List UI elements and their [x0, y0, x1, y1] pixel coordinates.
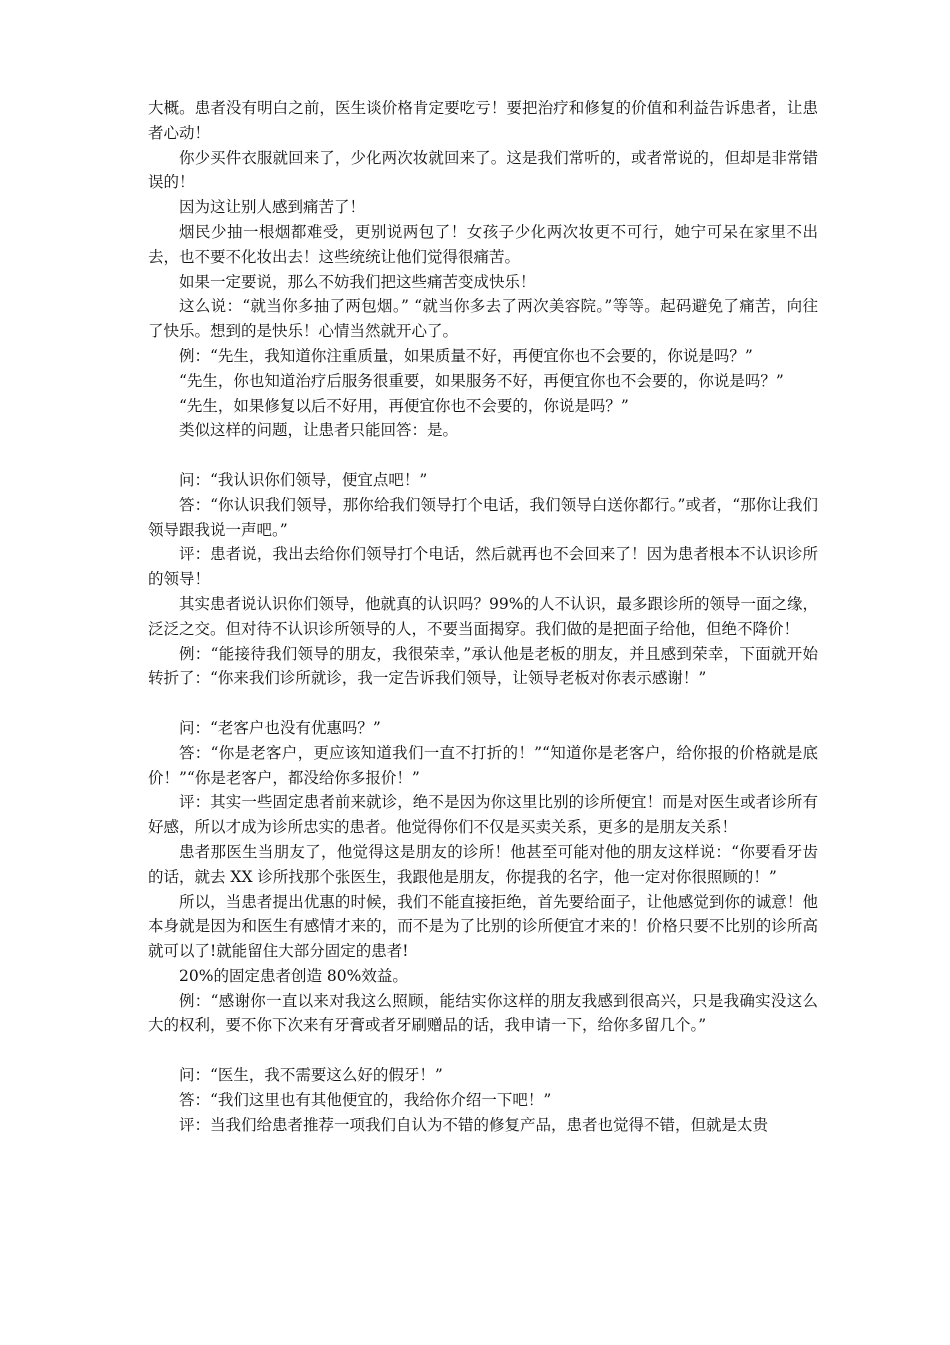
paragraph-8: 其实患者说认识你们领导，他就真的认识吗？99%的人不认识，最多跟诊所的领导一面之缘，泛泛之交。但对待不认识诊所领导的人，不要当面揭穿。我们做的是把面子给他，但绝不降价！: [148, 594, 818, 638]
question-1: 问：“我认识你们领导，便宜点吧！”: [179, 470, 428, 489]
question-2: 问：“老客户也没有优惠吗？”: [179, 718, 381, 737]
example-5: 例：“感谢你一直以来对我这么照顾，能结实你这样的朋友我感到很高兴，只是我确实没这么大的权利，要不你下次来有牙膏或者牙刷赠品的话，我申请一下，给你多留几个。”: [148, 991, 818, 1035]
paragraph-10: 所以，当患者提出优惠的时候，我们不能直接拒绝，首先要给面子，让他感觉到你的诚意！他本身就是因为和医生有感情才来的，而不是为了比别的诊所便宜才来的！价格只要不比别的诊所高就可以了!就能留住大部分固定的患者!: [148, 892, 818, 961]
section-gap: [148, 1038, 818, 1063]
answer-3: 答：“我们这里也有其他便宜的，我给你介绍一下吧！”: [179, 1090, 552, 1109]
example-1: 例：“先生，我知道你注重质量，如果质量不好，再便宜你也不会要的，你说是吗？”: [179, 346, 753, 365]
paragraph-6: 这么说：“就当你多抽了两包烟。” “就当你多去了两次美容院。”等等。起码避免了痛苦，向往了快乐。想到的是快乐！心情当然就开心了。: [148, 297, 818, 341]
comment-3: 评：当我们给患者推荐一项我们自认为不错的修复产品，患者也觉得不错，但就是太贵: [179, 1115, 769, 1134]
example-2: “先生，你也知道治疗后服务很重要，如果服务不好，再便宜你也不会要的，你说是吗？”: [179, 371, 784, 390]
section-gap: [148, 691, 818, 716]
paragraph-11: 20%的固定患者创造 80%效益。: [179, 966, 408, 985]
answer-1: 答：“你认识我们领导，那你给我们领导打个电话，我们领导白送你都行。”或者，“那你让我们领导跟我说一声吧。”: [148, 495, 818, 539]
paragraph-4: 烟民少抽一根烟都难受，更别说两包了！女孩子少化两次妆更不可行，她宁可呆在家里不出去，也不要不化妆出去！这些统统让他们觉得很痛苦。: [148, 222, 818, 266]
paragraph-2: 你少买件衣服就回来了，少化两次妆就回来了。这是我们常听的，或者常说的，但却是非常错误的！: [148, 148, 818, 192]
paragraph-3: 因为这让别人感到痛苦了！: [179, 198, 366, 217]
section-gap: [148, 443, 818, 468]
question-3: 问：“医生，我不需要这么好的假牙！”: [179, 1066, 443, 1085]
document-page: [148, 96, 818, 1137]
paragraph-1: 大概。患者没有明白之前，医生谈价格肯定要吃亏！要把治疗和修复的价值和利益告诉患者，让患者心动！: [148, 99, 818, 142]
example-3: “先生，如果修复以后不好用，再便宜你也不会要的，你说是吗？”: [179, 396, 629, 415]
comment-1: 评：患者说，我出去给你们领导打个电话，然后就再也不会回来了！因为患者根本不认识诊所的领导！: [148, 545, 818, 589]
paragraph-7: 类似这样的问题，让患者只能回答：是。: [179, 421, 459, 440]
paragraph-5: 如果一定要说，那么不妨我们把这些痛苦变成快乐！: [179, 272, 536, 291]
example-4: 例：“能接待我们领导的朋友，我很荣幸，”承认他是老板的朋友，并且感到荣幸，下面就开始转折了：“你来我们诊所就诊，我一定告诉我们领导，让领导老板对你表示感谢！”: [148, 644, 818, 688]
paragraph-9: 患者那医生当朋友了，他觉得这是朋友的诊所！他甚至可能对他的朋友这样说：“你要看牙齿的话，就去 XX 诊所找那个张医生，我跟他是朋友，你提我的名字，他一定对你很照顾的！”: [148, 842, 818, 886]
comment-2: 评：其实一些固定患者前来就诊，绝不是因为你这里比别的诊所便宜！而是对医生或者诊所有好感，所以才成为诊所忠实的患者。他觉得你们不仅是买卖关系，更多的是朋友关系！: [148, 793, 818, 837]
answer-2: 答：“你是老客户，更应该知道我们一直不打折的！”“知道你是老客户，给你报的价格就是底价！”“你是老客户，都没给你多报价！”: [148, 743, 818, 787]
